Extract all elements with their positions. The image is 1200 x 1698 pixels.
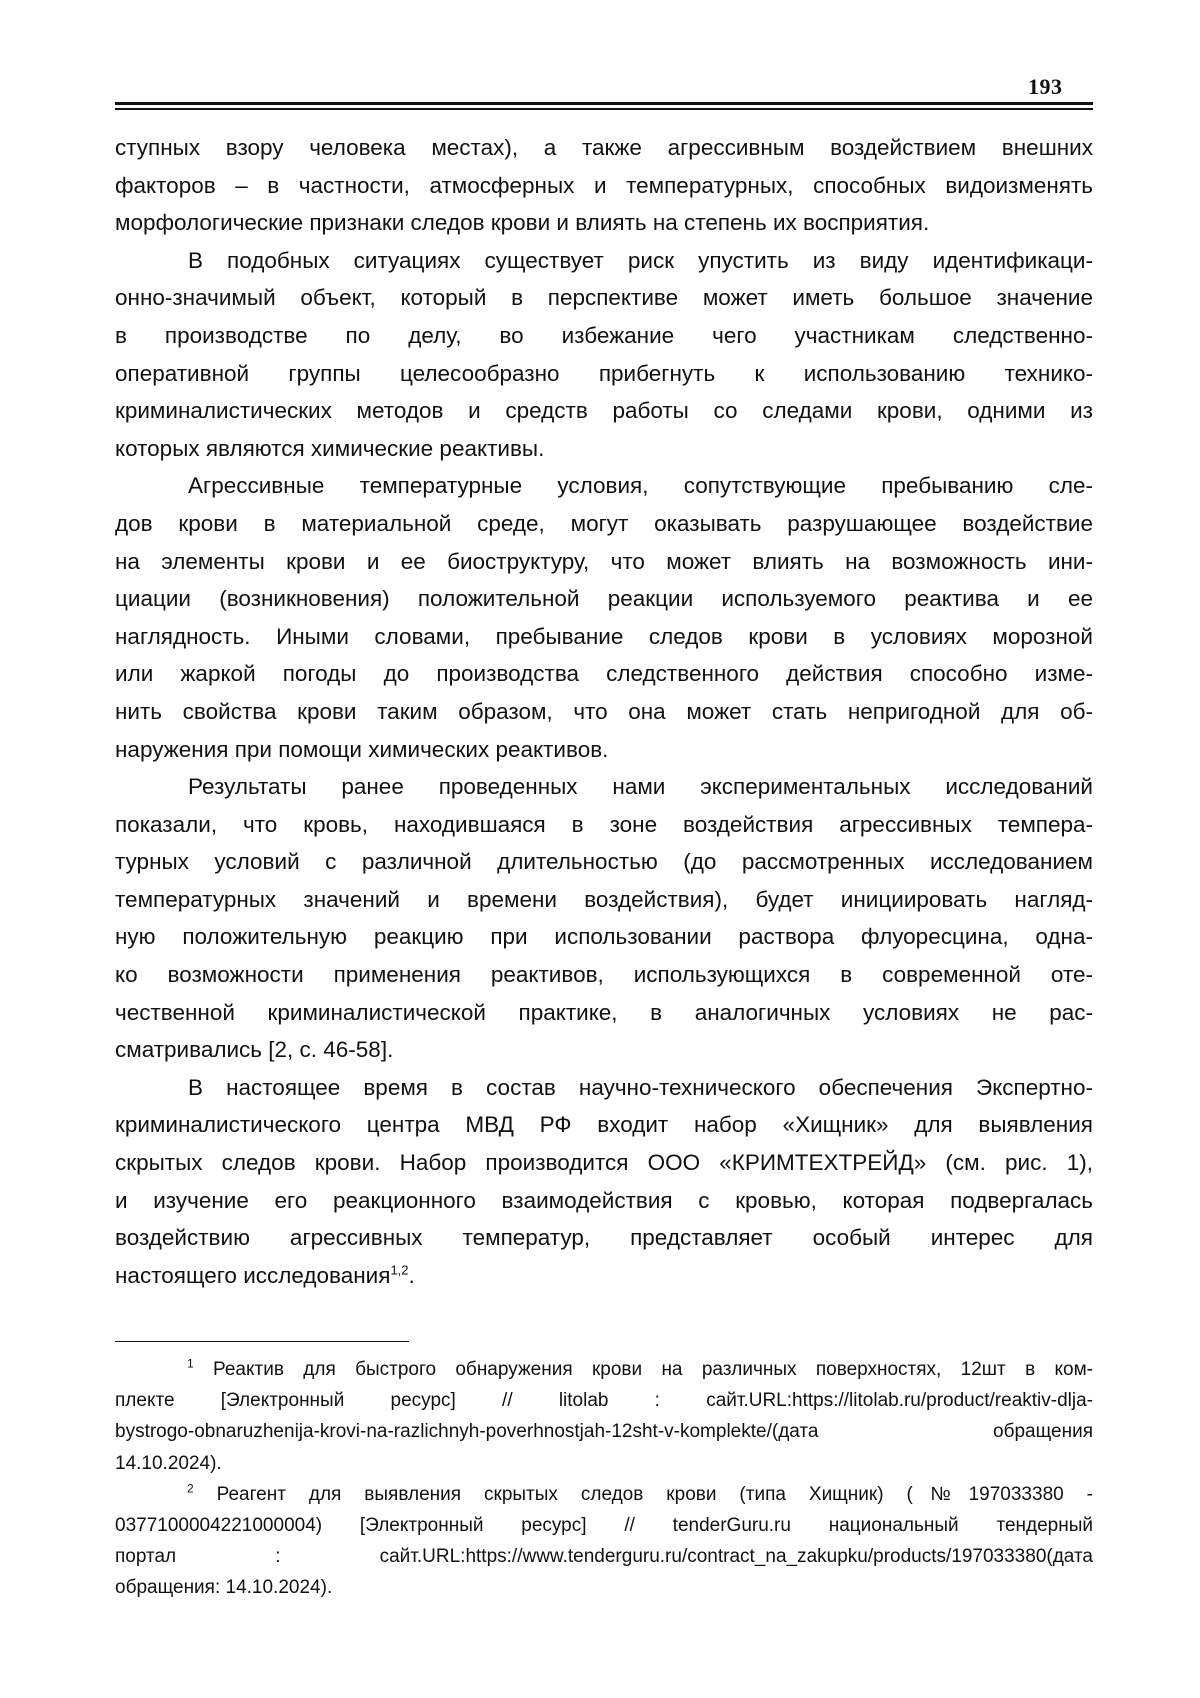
footnote-2-line: обращения: 14.10.2024). <box>115 1577 333 1599</box>
footnotes <box>115 1354 1093 1604</box>
footnote-1-text: Реактив для быстрого обнаружения крови на различных поверхностях, 12шт в ком- <box>213 1359 1093 1380</box>
text-line: ступных взору человека местах), а также агрессивным воздействием внешних <box>115 135 1093 160</box>
text-line: и изучение его реакционного взаимодействия с кровью, которая подвергалась <box>115 1187 1093 1213</box>
text-line: Агрессивные температурные условия, сопутствующие пребыванию сле- <box>188 473 1093 499</box>
text-line: оперативной группы целесообразно прибегнуть к использованию технико- <box>115 360 1093 386</box>
header-rule <box>115 102 1093 110</box>
text-line: скрытых следов крови. Набор производится ООО «КРИМТЕХТРЕЙД» (см. рис. 1), <box>115 1150 1093 1176</box>
text-line: ную положительную реакцию при использовании раствора флуоресцина, одна- <box>115 924 1093 950</box>
footnote-1-line: 14.10.2024). <box>115 1452 222 1474</box>
text-line: воздействию агрессивных температур, представляет особый интерес для <box>115 1225 1093 1251</box>
text-line: наружения при помощи химических реактивов. <box>115 736 609 762</box>
text-line: факторов – в частности, атмосферных и температурных, способных видоизменять <box>115 172 1093 198</box>
text-line: морфологические признаки следов крови и влиять на степень их восприятия. <box>115 210 930 236</box>
text-line: или жаркой погоды до производства следственного действия способно изме- <box>115 661 1093 687</box>
footnote-separator <box>115 1341 409 1342</box>
text-line: онно-значимый объект, который в перспективе может иметь большое значение <box>115 285 1093 311</box>
footnote-1-line: плекте [Электронный ресурс] // litolab : сайт.URL:https://litolab.ru/product/reaktiv-dlja- <box>115 1390 1093 1412</box>
page-number: 193 <box>1028 74 1063 99</box>
text-line: турных условий с различной длительностью (до рассмотренных исследованием <box>115 849 1093 875</box>
footnote-2-text: Реагент для выявления скрытых следов крови (типа Хищник) (№197033380 - <box>216 1483 1093 1505</box>
text-line: температурных значений и времени воздействия), будет инициировать нагляд- <box>115 886 1093 912</box>
footnote-2-line <box>115 1479 1093 1510</box>
text-line: циации (возникновения) положительной реакции используемого реактива и ее <box>115 586 1093 612</box>
body-text <box>115 129 1093 1294</box>
text-line: которых являются химические реактивы. <box>115 435 545 461</box>
text-line: на элементы крови и ее биоструктуру, что может влиять на возможность ини- <box>115 548 1093 574</box>
footnote-2-mark: 2 <box>187 1481 194 1496</box>
text-line: сматривались [2, с. 46-58]. <box>115 1037 394 1063</box>
footnote-1-mark: 1 <box>187 1356 194 1371</box>
footnote-reference[interactable]: 1,2 <box>390 1262 409 1278</box>
text-line: показали, что кровь, находившаяся в зоне воздействия агрессивных темпера- <box>115 811 1093 837</box>
text-line: криминалистических методов и средств работы со следами крови, одними из <box>115 398 1093 424</box>
text-line: В настоящее время в состав научно-технического обеспечения Экспертно- <box>188 1074 1093 1100</box>
text-line: дов крови в материальной среде, могут оказывать разрушающее воздействие <box>115 510 1093 536</box>
text-line: ко возможности применения реактивов, использующихся в современной оте- <box>115 962 1093 988</box>
footnote-1-line <box>115 1354 1093 1385</box>
footnote-2-line: портал : сайт.URL:https://www.tenderguru.ru/contract_na_zakupku/products/197033380(дата <box>115 1546 1093 1568</box>
text-line: Результаты ранее проведенных нами экспериментальных исследований <box>188 774 1093 800</box>
text-line: криминалистического центра МВД РФ входит набор «Хищник» для выявления <box>115 1112 1093 1138</box>
final-period: . <box>408 1262 415 1288</box>
text-line: В подобных ситуациях существует риск упустить из виду идентификаци- <box>188 247 1093 273</box>
footnote-1-line: bystrogo-obnaruzhenija-krovi-na-razlichnyh-poverhnostjah-12sht-v-komplekte/(дата обращения <box>115 1421 1093 1443</box>
text-line: нить свойства крови таким образом, что она может стать непригодной для об- <box>115 698 1093 724</box>
text-line: наглядность. Иными словами, пребывание следов крови в условиях морозной <box>115 623 1093 649</box>
footnote-2-line: 0377100004221000004) [Электронный ресурс] // tenderGuru.ru национальный тендерный <box>115 1514 1093 1536</box>
text-line-final <box>115 1257 1093 1295</box>
text-line: чественной криминалистической практике, в аналогичных условиях не рас- <box>115 999 1093 1025</box>
text-line-final-text: настоящего исследования <box>115 1262 391 1288</box>
text-line: в производстве по делу, во избежание чего участникам следственно- <box>115 322 1093 348</box>
